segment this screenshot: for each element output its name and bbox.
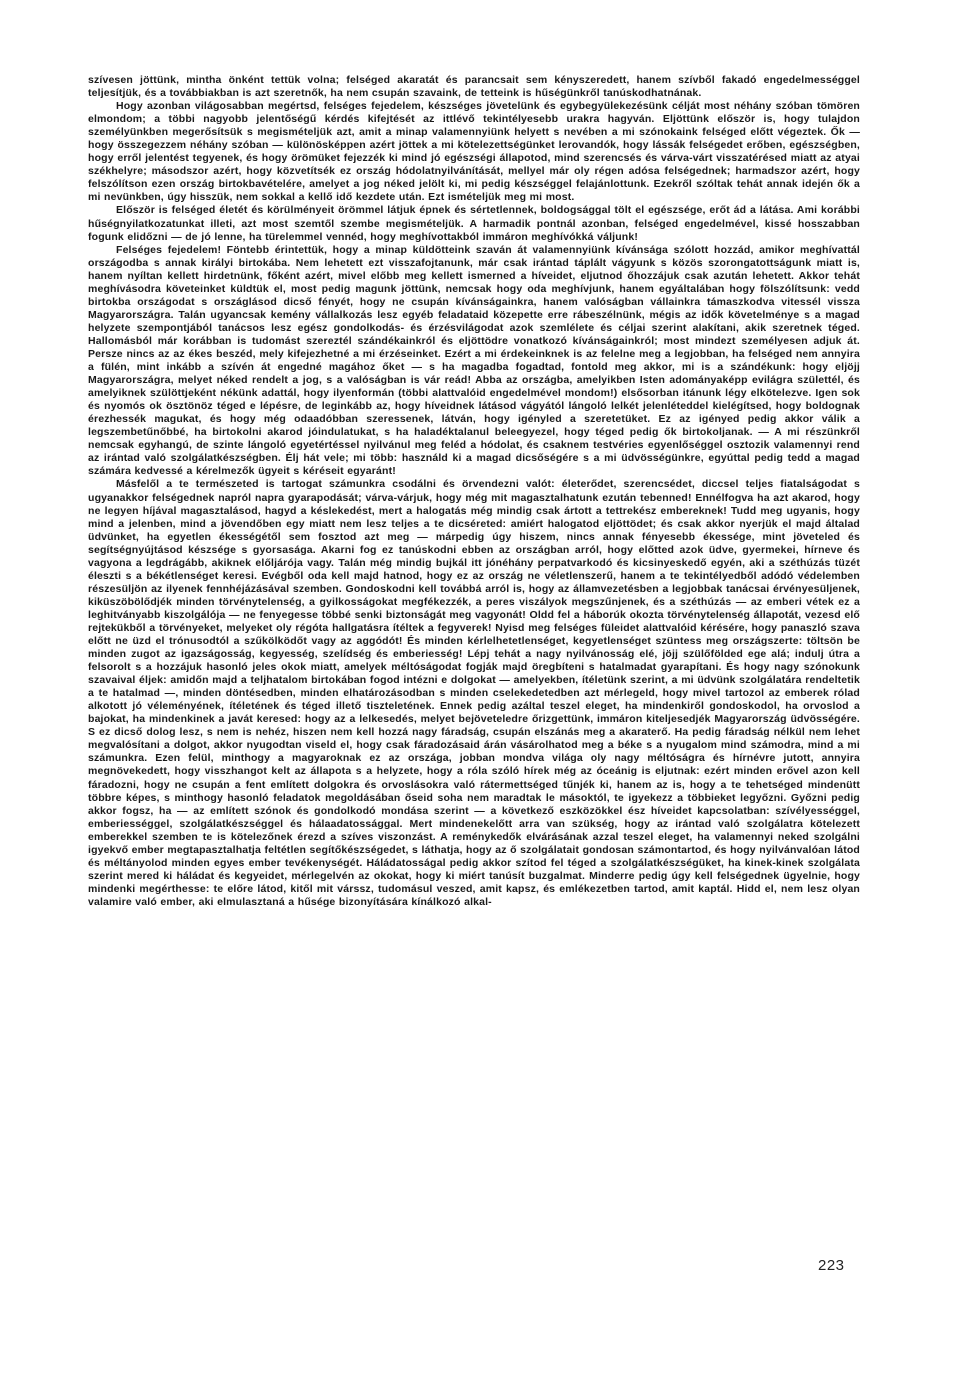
paragraph: Először is felséged életét és körülményeit örömmel látjuk épnek és sértetlennek, boldogsággal tölt el egészsége, erőt ád a látása. Ami korábbi hűségnyilatkozatunkat illeti, azt most szemtől szembe megismételjük. A harmadik pontnál azonban, felséged engedelmével, kissé hosszabban fogunk elidőzni — de jó lenne, ha türelemmel vennéd, hogy meghívottakból immáron meghívókká váljunk!: [88, 204, 860, 243]
page-body: [88, 74, 860, 909]
paragraph: Másfelől a te természeted is tartogat számunkra csodálni és örvendezni valót: életerődet, szerencsédet, diccsel teljes fiatalságodat s ugyanakkor felségednek napról napra gyarapodását; várva-várjuk, hogy még mit magasztalhatunk ezután tebenned! Ennélfogva ha azt akarod, hogy ne legyen híjával magasztalásod, hagyd a késlekedést, mert a halogatás még mindig csak ártott a tettrekész embereknek! Tudd meg ugyanis, hogy mind a jelenben, mind a jövendőben egy miatt nem lesz teljes a te dicséreted: amiért halogatod eljöttödet; és csak akkor nyerjük el majd általad üdvünket, ha egyetlen ékességétől sem fosztod azt meg — márpedig úgy hiszem, nincs annak fényesebb ékessége, mint jöveteled és segítségnyújtásod készsége s gyorsasága. Akarni fog ez tanúskodni ebben az országban arról, hogy előtted azok üdve, gyermekei, hírneve és vagyona a legdrágább, akiknek előljárója vagy. Talán még mindig bujkál itt jónéhány perpatvarkodó és kicsinyeskedő egyén, aki a széthúzás tüzét éleszti s a békétlenséget keresi. Evégből oda kell majd hatnod, hogy ez az ország ne véletlenszerű, hanem a te tekintélyedből adódó védelemben részesüljön az ilyenek fennhéjázásával szemben. Gondoskodni kell továbbá arról is, hogy az államvezetésben a legjobbak tanácsai érvényesüljenek, kiküszöbölődjék minden törvénytelenség, a gyilkosságokat megfékezzék, a peres viszályok megszűnjenek, és a széthúzás — az emberi vétek ez a leghitványabb kiszolgálója — ne fenyegesse többé senki biztonságát meg vagyonát! Oldd fel a háborúk okozta törvénytelenség állapotát, vezesd elő rejtekükből a törvényeket, melyeket oly régóta hallgatásra ítéltek a fegyverek! Nyisd meg felséges füleidet alattvalóid kérésére, hogy panaszló szava előtt ne üzd el trónusodtól a szűkölködőt vagy az aggódót! És minden kérlelhetetlenséget, kegyetlenséget szüntess meg országszerte: töltsön be minden zugot az igazságosság, kegyesség, szelídség és emberiesség! Lépj tehát a nagy nyilvánosság elé, jöjj szülőfölded ege alá; indulj útra a felsorolt s a hozzájuk hasonló jeles okok miatt, amelyek méltóságodat fogják majd öregbíteni s hatalmadat gyarapítani. És hogy nagy szónokunk szavaival éljek: amidőn majd a teljhatalom birtokában fogod intézni e dolgokat — amelyekben, ítéletünk szerint, a mi üdvünk szolgálatára rendeltetik a te hatalmad —, minden döntésedben, minden elhatározásodban s minden cselekedetedben azt mérlegeld, hogy mivel tartozol az emberek rólad alkotott jó véleményének, ítéletének és téged illető tiszteletének. Ennek pedig azáltal teszel eleget, ha mindenkiről gondoskodol, ha orvoslod a bajokat, ha mindenkinek a javát keresed: hogy az a lelkesedés, melyet bejöveteledre őrizgettünk, immáron kiteljesedjék Magyarország üdvösségére. S ez dicső dolog lesz, s nem is nehéz, hiszen nem kell hozzá nagy fáradság, csupán elszánás meg a akaraterő. Ha pedig fáradság nélkül nem lehet megvalósítani a dolgot, akkor nyugodtan viseld el, hogy csak fáradozásaid árán vásárolhatod meg a béke s a nyugalom mind számodra, mind a mi számunkra. Ezen felül, minthogy a magyaroknak ez az országa, jobban mondva világa oly nagy méltóságra és hírnévre jutott, annyira megnövekedett, hogy visszhangot kelt az állapota s a helyzete, hogy a róla szóló hírek még az óceánig is eljutnak: ezért minden erővel azon kell fáradozni, hogy ne csupán a fent említett dolgokra és orvoslásokra való rátermettséged tűnjék ki, hanem az is, hogy a te tehetséged mindenütt többre képes, s minthogy hasonló feladatok megoldásában őseid soha nem maradtak le másoktól, te igyekezz a többieket legyőzni. Győzni pedig akkor fogsz, ha — az említett szónok és gondolkodó mondása szerint — a következő eszközökkel ész híveidet kapcsolatban: szívélyességgel, emberiességgel, szolgálatkészséggel és hálaadatossággal. Mert mindenekelőtt arra van szükség, hogy az irántad való szolgálatra kötelezett emberekkel szemben te is kötelezőnek érezd a szíves viszonzást. A reménykedők elvárásának azzal teszel eleget, ha valamennyi neked szolgálni igyekvő ember megtapasztalhatja feltétlen segítőkészségedet, s láthatja, hogy az ő szolgálatait gondosan számontartod, és hogy nyilvánvalóan látod és méltányolod minden egyes ember tevékenységét. Háládatosságal pedig akkor szítod fel téged a szolgálatkészségüket, ha kinek-kinek szolgálata szerint mered ki háládat és kegyeidet, mérlegelvén az okokat, hogy ki miért tanúsít buzgalmat. Minderre pedig úgy kell felségednek ügyelnie, hogy mindenki megérthesse: te előre látod, kitől mit várssz, tudomásul veszed, amit kapsz, és emlékezetben tartod, amit kaptál. Hidd el, nem lesz olyan valamire való ember, aki elmulasztaná a hűsége bizonyítására kínálkozó alkal-: [88, 478, 860, 908]
page-number: 223: [818, 1257, 845, 1274]
paragraph: Felséges fejedelem! Föntebb érintettük, hogy a minap küldötteink szaván át valamennyiünk kívánsága szólott hozzád, amikor meghívattál országodba s annak királyi birtokába. Nem lehetett ezt visszafojtanunk, már csak irántad táplált vágyunk s közös szorongatottságunk miatt is, hanem nyíltan kellett hirdetnünk, főként azért, mivel előbb meg kellett ismerned a híveidet, eljutnod őhozzájuk csak azután lehetett. Akkor tehát meghívásodra követeinket küldtük el, most pedig magunk jöttünk, nemcsak hogy oda meghívjunk, hanem egyáltalában hogy fölszólítsunk: vedd birtokba országodat s országlásod dicső fényét, hogy ne csupán kívánságainkra, hanem valóságban vállainkra támaszkodva vitessél vissza Magyarországra. Talán ugyancsak kemény vállalkozás lesz egyéb feladataid közepette erre rábeszélnünk, mégis az idők követelménye s a magad helyzete szempontjából tanácsos lesz egész gondolkodás- és érzésvilágodat azok szemlélete és céljai szerint alakítani, akik szeretnek téged. Hallomásból már korábban is tudomást szereztél szándékainkról és eljöttödre vonatkozó kívánságainkról; most mindezt személyesen adjuk át. Persze nincs az az ékes beszéd, mely kifejezhetné a mi érzéseinket. Ezért a mi érdekeinknek is az felelne meg a legjobban, ha felséged nem annyira a fülén, mint inkább a szívén át engedné magához őket — s ha magadba fogadtad, fontold meg akkor, mi is a szándékunk: hogy eljöjj Magyarországra, melyet néked rendelt a jog, s a valóságban is vár reád! Abba az országba, amelyikben Isten adományaképp evilágra születtél, és amelyiknek szülöttjeként nékünk adattál, hogy ilyenformán (többi alattvalóid engedelmével mondom!) elsősorban itánunk légy elkötelezve. Igen sok és nyomós ok ösztönöz téged e lépésre, de leginkább az, hogy híveidnek látásod vágyától lángoló lelkét jelenléteddel kielégítsed, hogy boldognak érezhessék magukat, és hogy még odaadóbban szeressenek, látván, hogy igényled a szeretetüket. Ez az igényed pedig akkor válik a legszembetűnőbbé, ha birtokolni akarod jóindulatukat, s ha haladéktalanul beleegyezel, hogy téged pedig ők birtokoljanak. — A mi részünkről nemcsak egyhangú, de szinte lángoló egyetértéssel nyilvánul meg feléd a hódolat, és csaknem testvéries egyenlőséggel osztozik valamennyi rend az irántad való szolgálatkészségben. Élj hát vele; mi több: használd ki a magad dicsőségére s a mi üdvösségünkre, egyúttal pedig tedd a magad számára kedvessé a kérelmezők ügyeit s kéréseit egyaránt!: [88, 243, 860, 478]
paragraph: szívesen jöttünk, mintha önként tettük volna; felséged akaratát és parancsait sem kényszeredett, hanem szívből fakadó engedelmességgel teljesítjük, és a továbbiakban is azt szeretnők, ha nem csupán szavaink, de tetteink is hűségünkről tanúskodhatnának.: [88, 74, 860, 100]
paragraph: Hogy azonban világosabban megértsd, felséges fejedelem, készséges jövetelünk és egybegyülekezésünk célját most néhány szóban tömören elmondom; a többi nagyobb jelentőségű kérdés kifejtését az ittlévő tekintélyesebb urakra hagyván. Eljöttünk először is, hogy tulajdon személyünkben megerősítsük s megismételjük azt, amit a minap valamennyiünk helyett s nevében a mi szónokaink felséged előtt végeztek. Ők — hogy összegezzem néhány szóban — különösképpen azért jöttek a mi kötelezettségünket lerovandók, hogy lássák felségedet erőben, egészségben, hogy erről jelentést tegyenek, és hogy örömüket fejezzék ki mind jó egészségi állapotod, mind szerencsés és várva-várt visszatérésed miatt az atyai székhelyre; másodszor azért, hogy közvetítsék ez ország hódolatnyilvánítását, mellyel már oly régen adósa felségednek; harmadszor azért, hogy felszólítson ezen ország birtokbavételére, amelyet a jog néked jelölt ki, mi pedig készséggel felajánlottunk. Ezekről szóltak tehát annak idején ők a mi nevünkben, úgy hisszük, nem sokkal a kellő idő kezdete után. Ezt ismételjük meg mi most.: [88, 100, 860, 204]
